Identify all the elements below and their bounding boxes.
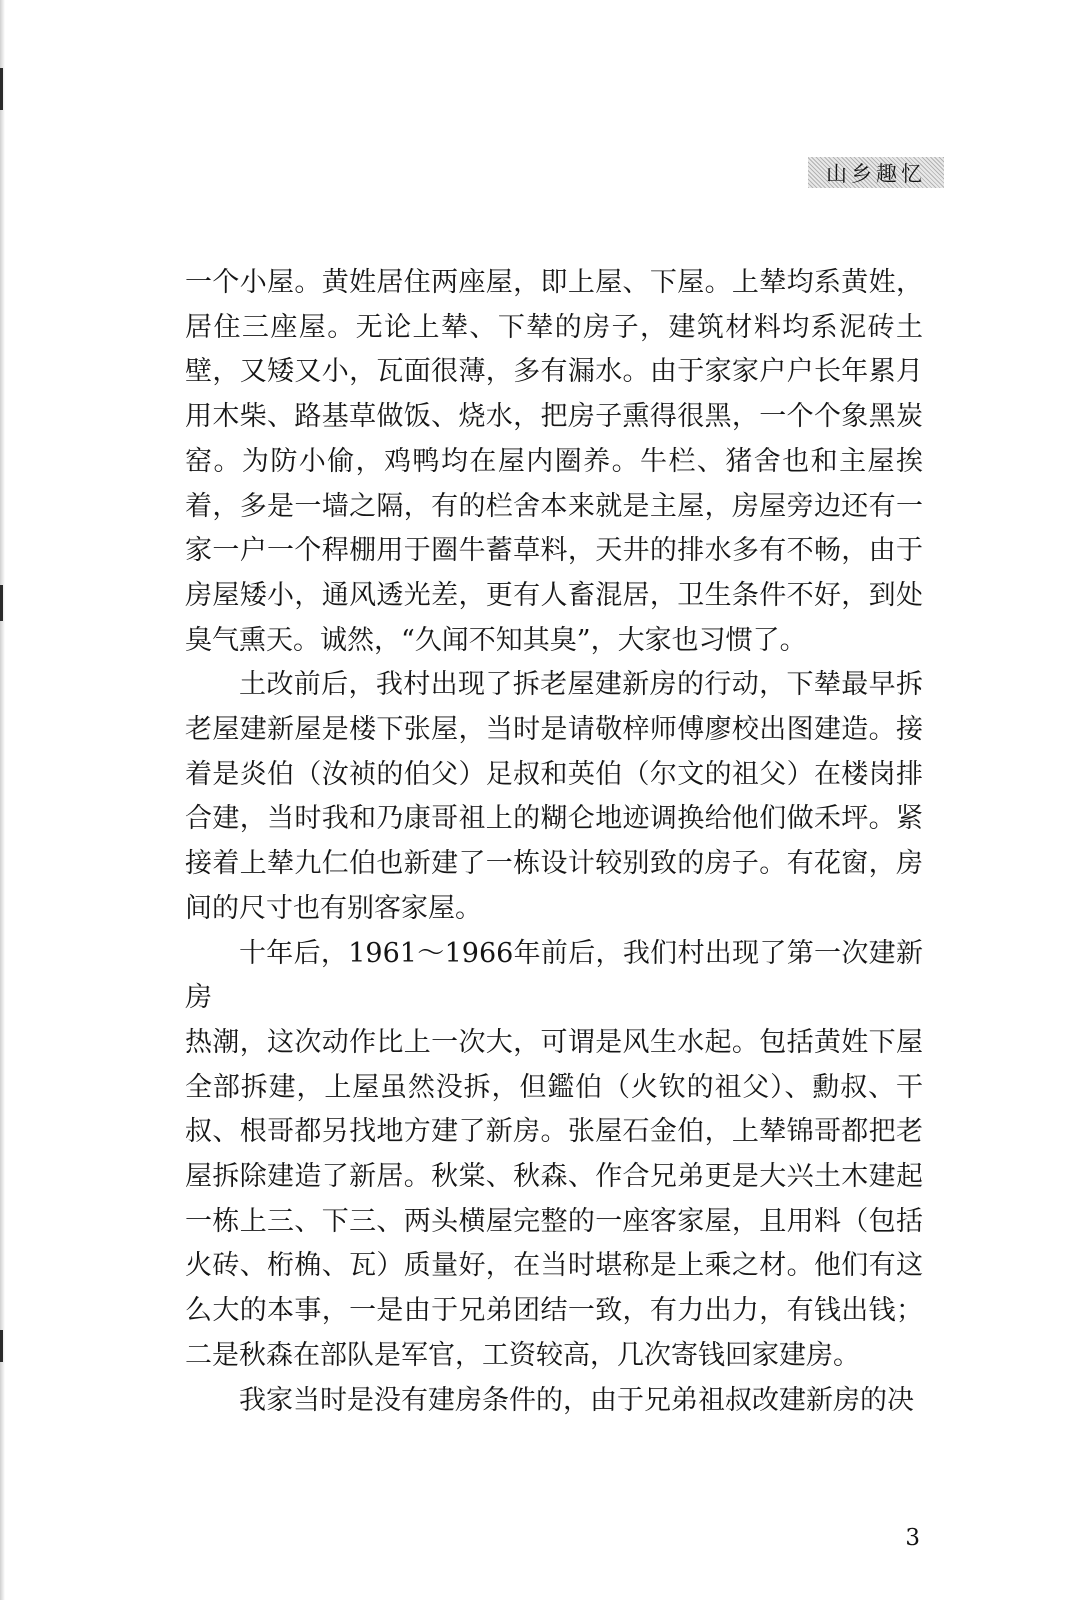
text-line: 臭气熏天。诚然，“久闻不知其臭”，大家也习惯了。 [185,624,807,656]
paragraph [185,261,923,663]
scan-edge-mark [0,1330,3,1362]
text-line: 壁，又矮又小，瓦面很薄，多有漏水。由于家家户户长年累月 [185,356,923,388]
scan-edge-mark [0,585,3,621]
text-line: 十年后，1961～1966年前后，我们村出现了第一次建新房 [185,937,923,1014]
text-line: 火砖、桁桷、瓦）质量好，在当时堪称是上乘之材。他们有这 [185,1250,923,1282]
text-line: 间的尺寸也有别客家屋。 [185,892,482,924]
text-line: 么大的本事，一是由于兄弟团结一致，有力出力，有钱出钱； [185,1295,923,1327]
text-line: 着是炎伯（汝祯的伯父）足叔和英伯（尔文的祖父）在楼岗排 [185,758,923,790]
text-line: 一栋上三、下三、两头横屋完整的一座客家屋，且用料（包括 [185,1205,923,1237]
text-line: 二是秋森在部队是军官，工资较高，几次寄钱回家建房。 [185,1339,860,1371]
text-line: 土改前后，我村出现了拆老屋建新房的行动，下辇最早拆 [239,669,923,701]
text-line: 房屋矮小，通风透光差，更有人畜混居，卫生条件不好，到处 [185,579,923,611]
body-text [185,261,923,1423]
page-number: 3 [905,1525,920,1551]
text-line: 叔、根哥都另找地方建了新房。张屋石金伯，上辇锦哥都把老 [185,1116,923,1148]
text-line: 屋拆除建造了新居。秋棠、秋森、作合兄弟更是大兴土木建起 [185,1161,923,1193]
text-line: 居住三座屋。无论上辇、下辇的房子，建筑材料均系泥砖土 [185,311,923,343]
text-line: 全部拆建，上屋虽然没拆，但鑑伯（火钦的祖父）、勳叔、干 [185,1071,923,1103]
text-line: 接着上辇九仁伯也新建了一栋设计较别致的房子。有花窗，房 [185,848,923,880]
paragraph [185,663,923,931]
text-line: 窑。为防小偷，鸡鸭均在屋内圈养。牛栏、猪舍也和主屋挨 [185,445,923,477]
text-line: 合建，当时我和乃康哥祖上的糊仑地迹调换给他们做禾坪。紧 [185,803,923,835]
text-line: 家一户一个稈棚用于圈牛蓄草料，天井的排水多有不畅，由于 [185,535,923,567]
text-line: 一个小屋。黄姓居住两座屋，即上屋、下屋。上辇均系黄姓， [185,267,923,298]
text-line: 我家当时是没有建房条件的，由于兄弟祖叔改建新房的决 [239,1384,914,1416]
text-line: 着，多是一墙之隔，有的栏舍本来就是主屋，房屋旁边还有一 [185,490,923,522]
text-line: 热潮，这次动作比上一次大，可谓是风生水起。包括黄姓下屋 [185,1026,923,1058]
running-header-title: 山乡趣忆 [826,161,926,186]
paragraph [185,1379,923,1424]
text-line: 老屋建新屋是楼下张屋，当时是请敬梓师傅廖校出图建造。接 [185,714,923,746]
scan-edge-mark [0,68,3,110]
running-header [808,157,944,188]
paragraph [185,932,923,1379]
text-line: 用木柴、路基草做饭、烧水，把房子熏得很黑，一个个象黑炭 [185,401,923,433]
